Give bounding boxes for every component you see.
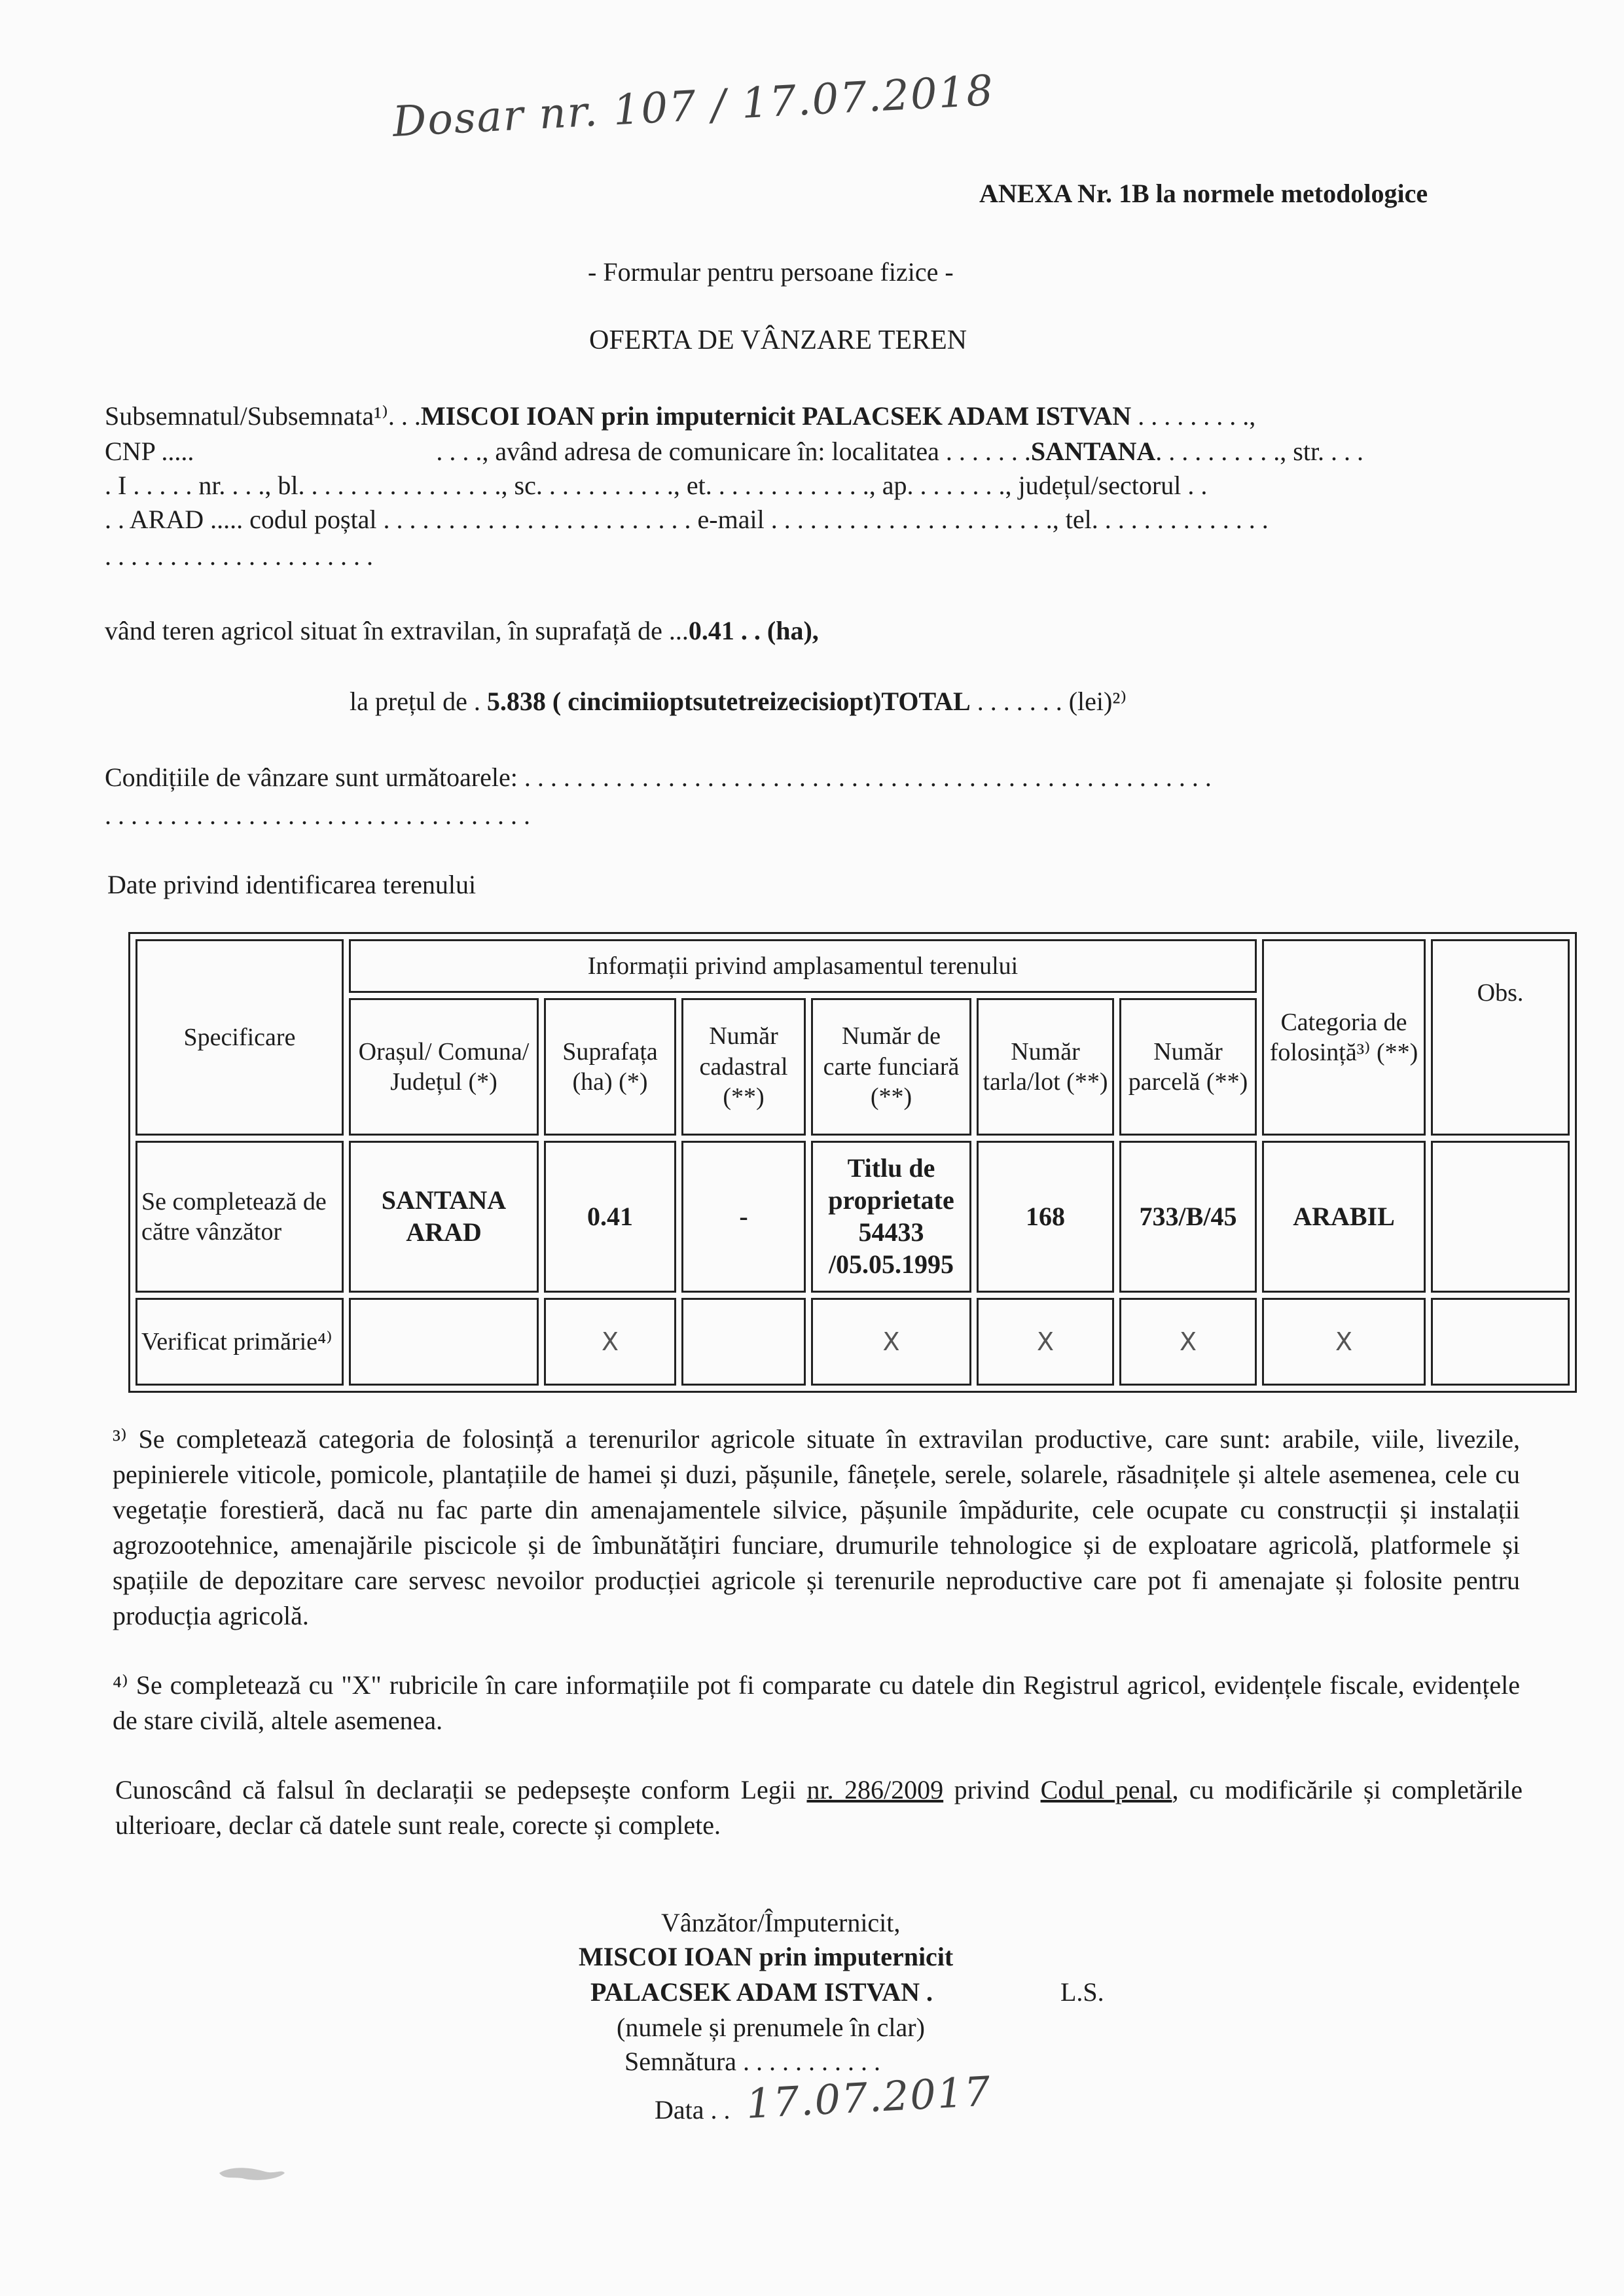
declaration-part-3: , cu modificările și completările ulterioare, declar că datele sunt reale, corecte și complete. <box>115 1775 1523 1840</box>
header-specificare: Specificare <box>135 939 344 1136</box>
verified-oras <box>349 1298 539 1386</box>
header-location-group: Informații privind amplasamentul terenului <box>349 939 1257 993</box>
header-cadastral: Număr cadastral (**) <box>681 998 806 1136</box>
cell-obs <box>1431 1141 1570 1293</box>
declarant-name: MISCOI IOAN prin imputernicit PALACSEK ADAM ISTVAN <box>420 401 1132 431</box>
handwritten-file-number: Dosar nr. 107 / 17.07.2018 <box>391 66 996 147</box>
row-seller-label: Se completează de către vânzător <box>135 1141 344 1293</box>
form-subtitle: - Formular pentru persoane fizice - <box>588 257 954 287</box>
declarant-line-1 <box>105 401 1255 431</box>
locality-value: SANTANA <box>1030 437 1156 466</box>
declarant-line-3: . I . . . . . nr. . . ., bl. . . . . . . . . . . . . . . ., sc. . . . . . . . . . ., et. . . . . . . . . . . . ., ap. . . . . . . ., județul/sectorul . . <box>105 471 1208 500</box>
header-parcela: Număr parcelă (**) <box>1119 998 1257 1136</box>
handwritten-date: 17.07.2017 <box>745 2067 993 2128</box>
cell-cadastral: - <box>681 1141 806 1293</box>
verified-parcela-mark: X <box>1119 1298 1257 1386</box>
signature-role: Vânzător/Împuternicit, <box>661 1908 901 1937</box>
price-suffix: . . . . . . . (lei)²⁾ <box>970 687 1127 716</box>
law-reference: nr. 286/2009 <box>806 1775 944 1804</box>
verified-tarla-mark: X <box>977 1298 1114 1386</box>
address-label: . . . ., având adresa de comunicare în: localitatea . . . . . . . <box>436 437 1031 466</box>
cell-parcela: 733/B/45 <box>1119 1141 1257 1293</box>
form-title: OFERTA DE VÂNZARE TEREN <box>589 325 967 355</box>
declaration-part-2: privind <box>943 1775 1041 1804</box>
declaration <box>115 1772 1523 1843</box>
header-oras: Orașul/ Comuna/ Județul (*) <box>349 998 539 1136</box>
header-tarla-lot: Număr tarla/lot (**) <box>977 998 1114 1136</box>
declarant-label: Subsemnatul/Subsemnata¹⁾. . . <box>105 401 421 431</box>
sale-statement <box>105 615 819 646</box>
signature-note: (numele și prenumele în clar) <box>617 2013 925 2042</box>
signature-name-line-2: PALACSEK ADAM ISTVAN . <box>590 1977 933 2007</box>
date-label: Data . . <box>655 2095 731 2125</box>
header-categoria: Categoria de folosință³⁾ (**) <box>1262 939 1426 1136</box>
footnote-3: ³⁾ Se completează categoria de folosință a terenurilor agricole situate în extravilan productive, care sunt: arabile, viile, livezile, pepinierele viticole, pomicole, plantațiile de hamei și duzi, pășunile, fânețele, serele, solarele, răsadnițele și altele asemenea, cele cu vegetație forestieră, dacă nu fac parte din amenajamentele silvice, pășunile împădurite, cele ocupate cu construcții și instalații agrozootehnice, amenajările piscicole și de îmbunătățiri funciare, drumurile tehnologice și de exploatare agricolă, platformele și spațiile de depozitare care servesc nevoilor producției agricole și terenurile neproductive care pot fi amenajate și folosite pentru producția agricolă. <box>113 1424 1520 1630</box>
verified-carte-mark: X <box>811 1298 971 1386</box>
conditions-line-2: . . . . . . . . . . . . . . . . . . . . . . . . . . . . . . . . . <box>105 800 530 830</box>
price-statement <box>350 686 1127 717</box>
cell-suprafata: 0.41 <box>544 1141 676 1293</box>
price-prefix: la prețul de . <box>350 687 487 716</box>
row-verified-label: Verificat primărie⁴⁾ <box>135 1298 344 1386</box>
cell-categoria: ARABIL <box>1262 1141 1426 1293</box>
price-value: 5.838 ( cincimiioptsutetreizecisiopt)TOTAL <box>486 687 971 716</box>
land-identification-table <box>128 932 1577 1393</box>
declarant-line-5: . . . . . . . . . . . . . . . . . . . . . <box>105 541 373 571</box>
footnote-4: ⁴⁾ Se completează cu "X" rubricile în care informațiile pot fi comparate cu datele din Registrul agricol, evidențele fiscale, evidențele de stare civilă, altele asemenea. <box>113 1670 1520 1735</box>
penal-code-reference: Codul penal <box>1040 1775 1172 1804</box>
header-obs: Obs. <box>1431 939 1570 1136</box>
cell-tarla-lot: 168 <box>977 1141 1114 1293</box>
area-value: 0.41 . . (ha), <box>688 616 819 645</box>
sale-statement-prefix: vând teren agricol situat în extravilan, în suprafață de ... <box>105 616 689 645</box>
verified-obs <box>1431 1298 1570 1386</box>
seal-label: L.S. <box>1060 1977 1104 2007</box>
header-carte-funciara: Număr de carte funciară (**) <box>811 998 971 1136</box>
cnp-label: CNP ..... <box>105 437 194 466</box>
declarant-line-2 <box>105 436 1363 467</box>
declarant-line-4: . . ARAD ..... codul poștal . . . . . . . . . . . . . . . . . . . . . . . . e-mail . . . . . . . . . . . . . . . . . . . . . ., tel. . . . . . . . . . . . . . <box>105 505 1269 534</box>
signature-label: Semnătura . . . . . . . . . . . <box>624 2047 881 2076</box>
declarant-line-1-tail: . . . . . . . . ., <box>1131 401 1256 431</box>
verified-categoria-mark: X <box>1262 1298 1426 1386</box>
signature-name-line-1: MISCOI IOAN prin imputernicit <box>579 1942 954 1971</box>
cell-oras: SANTANA ARAD <box>349 1141 539 1293</box>
conditions-line-1: Condițiile de vânzare sunt următoarele: . . . . . . . . . . . . . . . . . . . . . . . . . . . . . . . . . . . . . . . . . . . . . . . . . . . . . <box>105 762 1212 792</box>
annex-title: ANEXA Nr. 1B la normele metodologice <box>979 179 1428 208</box>
verified-suprafata-mark: X <box>544 1298 676 1386</box>
ink-smudge <box>216 2160 288 2186</box>
header-suprafata: Suprafața (ha) (*) <box>544 998 676 1136</box>
identification-heading: Date privind identificarea terenului <box>107 870 477 899</box>
declaration-part-1: Cunoscând că falsul în declarații se pedepsește conform Legii <box>115 1775 807 1804</box>
verified-cadastral <box>681 1298 806 1386</box>
cell-carte-funciara: Titlu de proprietate 54433 /05.05.1995 <box>811 1141 971 1293</box>
declarant-line-2-tail: . . . . . . . . . ., str. . . . <box>1155 437 1364 466</box>
